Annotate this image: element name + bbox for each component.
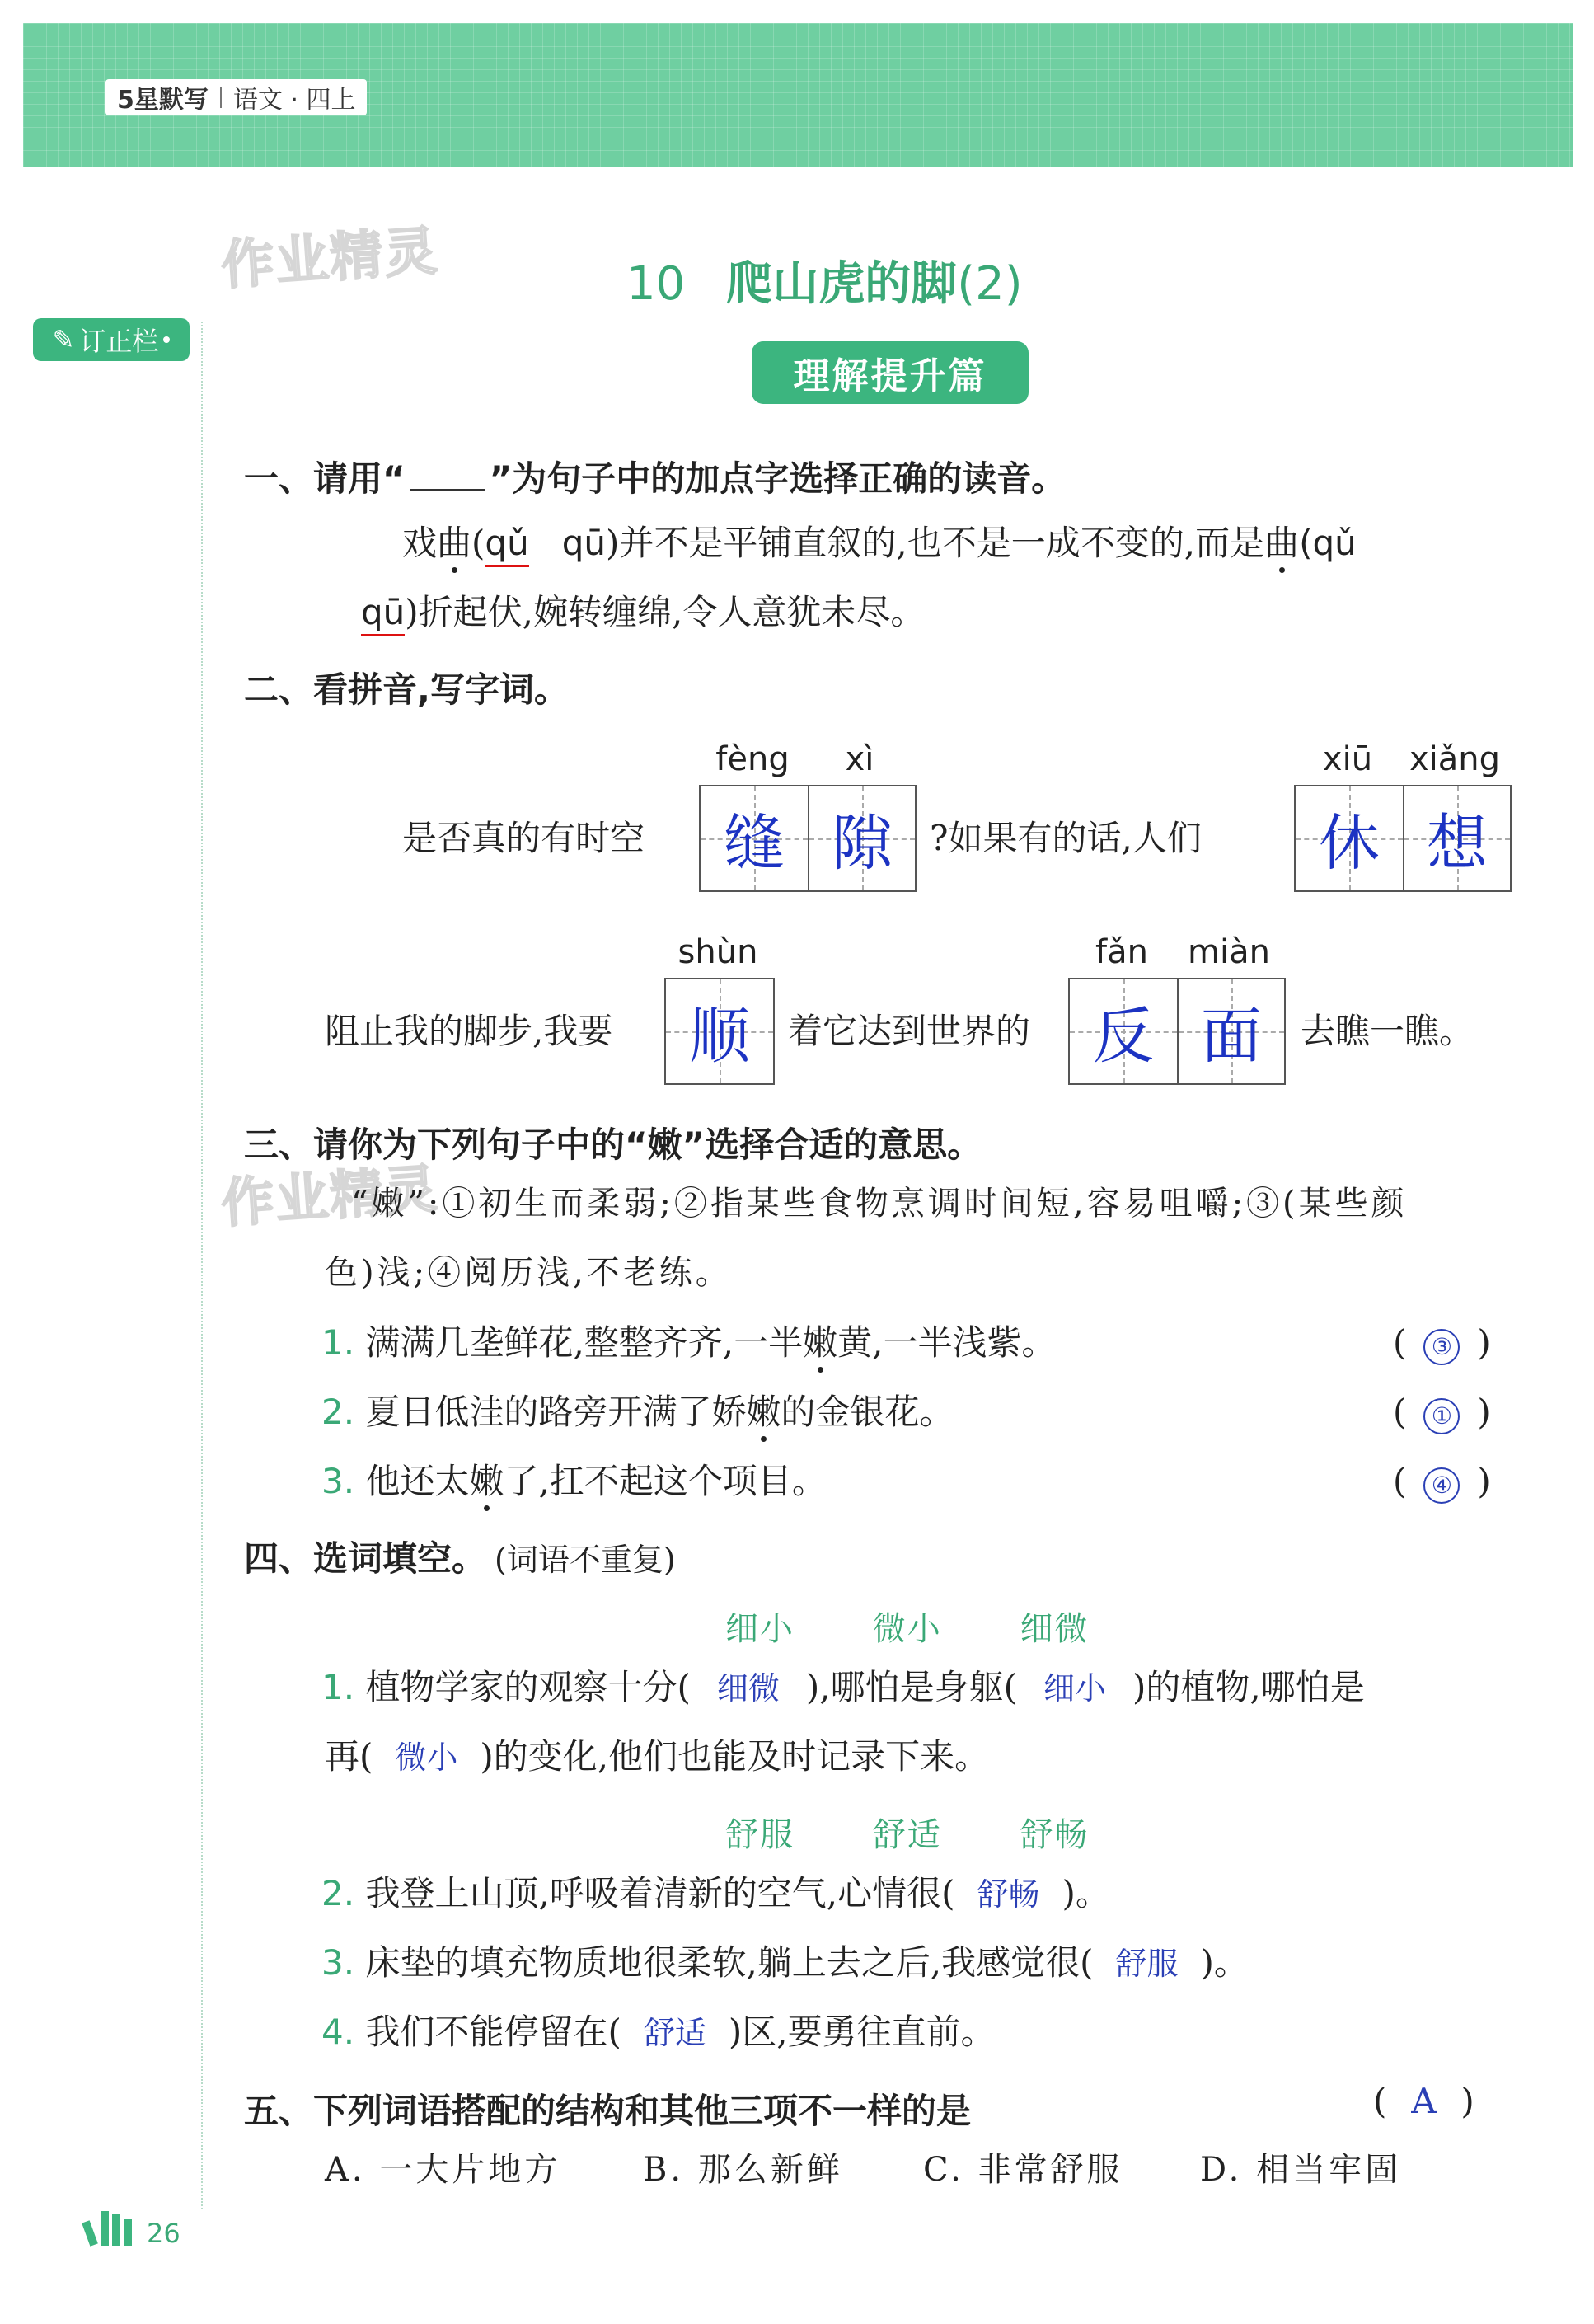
q1-option-correct-2: qū <box>361 592 405 636</box>
q1-text: )并不是平铺直叙的,也不是一成不变的,而是 <box>605 523 1265 563</box>
item-text: 床垫的填充物质地很柔软,躺上去之后,我感觉很( <box>365 1942 1094 1983</box>
word-bank-1 <box>725 1603 1089 1650</box>
lesson-part: (2) <box>957 257 1023 311</box>
q4-item-3 <box>321 1942 1249 1983</box>
q5-option-a: A. 一大片地方 <box>325 2151 561 2189</box>
tianzige-box <box>664 978 775 1085</box>
answer-char: 反 <box>1093 1001 1154 1072</box>
answer-value: 细微 <box>716 1670 780 1707</box>
q4-item-1-line-1 <box>321 1667 1365 1707</box>
tianzige-box <box>699 785 917 892</box>
q1-dotted-char: 曲 <box>1264 523 1300 563</box>
item-text: )。 <box>1200 1942 1249 1983</box>
q3-item-1 <box>321 1322 1057 1363</box>
q3-answer-1: ( ③ ) <box>1393 1326 1491 1365</box>
pinyin: xiǎng <box>1409 740 1501 778</box>
answer-char: 想 <box>1427 808 1488 879</box>
item-text: )的变化,他们也能及时记录下来。 <box>480 1736 990 1777</box>
item-text: 我登上山顶,呼吸着清新的空气,心情很( <box>365 1873 955 1913</box>
answer-value: 舒服 <box>1115 1946 1179 1982</box>
tianzige-cell <box>701 786 808 890</box>
q1-option-other: qū <box>561 523 606 563</box>
answer-char: 面 <box>1201 1001 1262 1072</box>
section-subtitle: 理解提升篇 <box>752 341 1029 404</box>
item-number: 4. <box>321 2012 355 2052</box>
lesson-number: 10 <box>626 257 686 311</box>
tianzige-cell <box>1177 979 1284 1083</box>
word-option: 舒适 <box>872 1816 942 1854</box>
dotted-char: 嫩 <box>469 1461 504 1501</box>
answer-value: ③ <box>1423 1329 1460 1365</box>
q5-heading: 五、下列词语搭配的结构和其他三项不一样的是 <box>244 2091 972 2131</box>
item-text: 满满几垄鲜花,整整齐齐,一半 <box>365 1322 804 1363</box>
lesson-name: 爬山虎的脚 <box>726 257 958 311</box>
answer-char: 隙 <box>832 808 893 879</box>
q1-option-correct: qǔ <box>485 523 528 567</box>
watermark-mid: 作业精灵 <box>219 1158 441 1236</box>
q4-heading-text: 四、选词填空。 <box>244 1538 487 1579</box>
divider <box>220 87 222 108</box>
q1-option: (qǔ <box>1299 523 1357 563</box>
q5-option-c: C. 非常舒服 <box>923 2151 1123 2189</box>
item-number: 2. <box>321 1392 355 1432</box>
q1-dotted-char: 曲 <box>437 523 472 563</box>
tianzige-cell <box>808 786 915 890</box>
underline-sample <box>410 489 485 491</box>
q3-item-2 <box>321 1392 954 1432</box>
q1-line-1 <box>402 523 1357 563</box>
q1-text: 戏 <box>402 523 438 563</box>
q4-item-1-line-2 <box>325 1736 990 1777</box>
tianzige-cell <box>1403 786 1510 890</box>
answer-char: 休 <box>1319 808 1380 879</box>
correction-margin-line <box>201 322 203 2209</box>
item-text: 夏日低洼的路旁开满了娇 <box>365 1392 747 1432</box>
tianzige-cell <box>1070 979 1177 1083</box>
q1-text: ( <box>471 523 485 563</box>
item-text: 植物学家的观察十分( <box>365 1667 691 1707</box>
q3-item-3 <box>321 1461 827 1501</box>
dotted-char: 嫩 <box>746 1392 781 1432</box>
correction-label: 订正栏 <box>79 326 159 357</box>
word-option: 细微 <box>1020 1610 1090 1648</box>
item-number: 3. <box>321 1461 355 1501</box>
correction-tag <box>33 318 190 361</box>
item-text: )区,要勇往直前。 <box>728 2012 996 2052</box>
watermark-top: 作业精灵 <box>219 220 441 298</box>
item-text: 他还太 <box>365 1461 470 1501</box>
word-option: 舒服 <box>725 1816 795 1854</box>
word-option: 细小 <box>725 1610 795 1648</box>
subject-label: 语文 · 四上 <box>232 86 356 115</box>
item-text: )的植物,哪怕是 <box>1132 1667 1365 1707</box>
q2-s1-mid: ?如果有的话,人们 <box>930 818 1202 858</box>
header-badge <box>105 79 367 115</box>
q4-item-2 <box>321 1873 1110 1913</box>
q1-text: )折起伏,婉转缠绵,令人意犹未尽。 <box>405 592 926 632</box>
lesson-title <box>626 247 1023 313</box>
item-text: )。 <box>1062 1873 1110 1913</box>
dotted-char: 嫩 <box>803 1322 838 1363</box>
page-number: 26 <box>147 2218 180 2249</box>
q5-option-b: B. 那么新鲜 <box>643 2151 843 2189</box>
answer-value: ④ <box>1423 1467 1460 1504</box>
q2-s2-post: 去瞧一瞧。 <box>1301 1011 1474 1051</box>
word-option: 舒畅 <box>1020 1816 1090 1854</box>
q5-answer: ( A ) <box>1373 2081 1474 2121</box>
q1-heading-post: ”为句子中的加点字选择正确的读音。 <box>489 458 1067 499</box>
tianzige-cell <box>666 979 773 1083</box>
tianzige-box <box>1294 785 1512 892</box>
item-number: 3. <box>321 1942 355 1983</box>
q1-heading-pre: 一、请用“ <box>244 458 406 499</box>
books-icon <box>82 2206 140 2247</box>
q4-heading <box>244 1532 676 1581</box>
answer-value: A <box>1411 2081 1437 2121</box>
pinyin: xì <box>845 740 874 778</box>
pinyin: fèng <box>715 740 790 778</box>
q3-definition-2: 色)浅;④阅历浅,不老练。 <box>325 1254 732 1292</box>
q3-answer-2: ( ① ) <box>1393 1395 1491 1434</box>
q4-note: (词语不重复) <box>495 1542 676 1578</box>
q1-line-2 <box>361 592 926 632</box>
q3-answer-3: ( ④ ) <box>1393 1464 1491 1504</box>
word-option: 微小 <box>872 1610 942 1648</box>
item-number: 2. <box>321 1873 355 1913</box>
q2-s2-mid: 着它达到世界的 <box>788 1011 1031 1051</box>
answer-value: 微小 <box>395 1739 458 1776</box>
q1-heading <box>244 452 1066 501</box>
q4-item-4 <box>321 2012 996 2052</box>
answer-value: 舒畅 <box>977 1876 1040 1913</box>
item-text: 黄,一半浅紫。 <box>837 1322 1057 1363</box>
answer-value: 舒适 <box>643 2015 706 2051</box>
item-text: 我们不能停留在( <box>365 2012 621 2052</box>
q2-s1-pre: 是否真的有时空 <box>402 818 645 858</box>
answer-value: ① <box>1423 1398 1460 1434</box>
word-bank-2 <box>725 1809 1089 1856</box>
q2-s2-pre: 阻止我的脚步,我要 <box>325 1011 613 1051</box>
tianzige-box <box>1068 978 1286 1085</box>
dot-icon <box>163 336 170 343</box>
pinyin: xiū <box>1322 740 1373 778</box>
q5-option-d: D. 相当牢固 <box>1200 2151 1402 2189</box>
item-number: 1. <box>321 1667 355 1707</box>
q2-heading: 二、看拼音,写字词。 <box>244 669 569 710</box>
q3-definition-1: “嫩”:①初生而柔弱;②指某些食物烹调时间短,容易咀嚼;③(某些颜 <box>351 1185 1408 1223</box>
item-text: 的金银花。 <box>781 1392 954 1432</box>
brand-label: 5星默写 <box>117 86 209 115</box>
item-text: ),哪怕是身躯( <box>805 1667 1017 1707</box>
item-number: 1. <box>321 1322 355 1363</box>
pinyin: miàn <box>1188 933 1270 971</box>
answer-char: 顺 <box>689 1001 750 1072</box>
answer-char: 缝 <box>724 808 785 879</box>
q3-heading: 三、请你为下列句子中的“嫩”选择合适的意思。 <box>244 1124 982 1165</box>
answer-value: 细小 <box>1043 1670 1106 1707</box>
item-text: 了,扛不起这个项目。 <box>504 1461 827 1501</box>
pinyin: fǎn <box>1095 933 1148 971</box>
pinyin: shùn <box>677 933 758 971</box>
tianzige-cell <box>1296 786 1403 890</box>
item-text: 再( <box>325 1736 373 1777</box>
pencil-icon: ✎ <box>52 324 75 355</box>
